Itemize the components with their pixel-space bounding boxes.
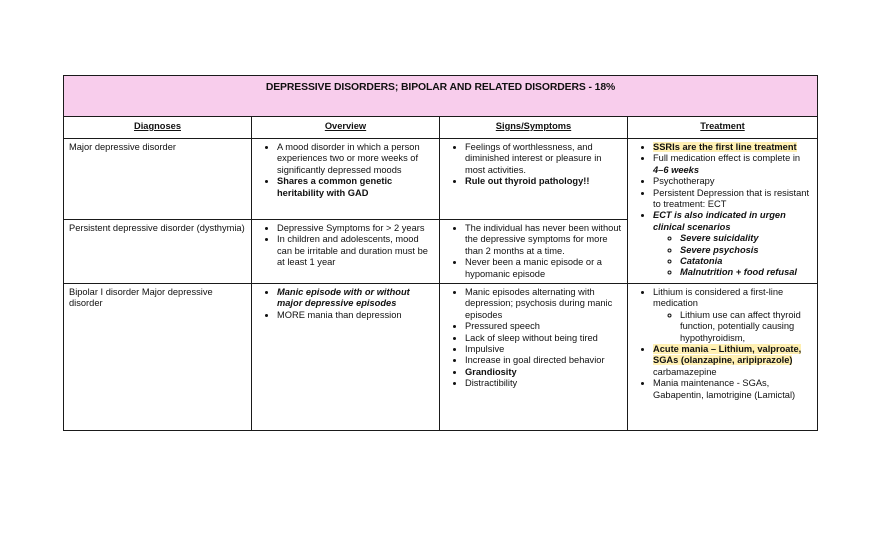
signs-cell <box>440 220 628 284</box>
document-page <box>63 75 817 431</box>
highlighted-text: Acute mania – Lithium, valproate, SGAs (olanzapine, aripiprazole) <box>653 344 802 366</box>
list-item: • ECT is also indicated in urgen clinical scenarios ◦ Severe suicidality ◦ Severe psychosis ◦ Catatonia ◦ Malnutrition + food refusal <box>653 210 812 278</box>
list-item: • Increase in goal directed behavior <box>465 355 622 366</box>
list-item: • Distractibility <box>465 378 622 389</box>
overview-cell <box>252 284 440 431</box>
list-item: • Mania maintenance - SGAs, Gabapentin, lamotrigine (Lamictal) <box>653 378 812 401</box>
list-item: • Acute mania – Lithium, valproate, SGAs (olanzapine, aripiprazole) carbamazepine <box>653 344 812 378</box>
treatment-cell <box>628 139 818 284</box>
list-item: • Lithium is considered a first-line medication ◦ Lithium use can affect thyroid function, potentially causing hypothyroidism, <box>653 287 812 344</box>
list-item: • A mood disorder in which a person experiences two or more weeks of significantly depressed moods <box>277 142 434 176</box>
list-item: • Pressured speech <box>465 321 622 332</box>
sub-list-item: ◦ Severe suicidality <box>680 233 812 244</box>
sub-list-item: ◦ Malnutrition + food refusal <box>680 267 812 278</box>
list-item: • The individual has never been without the depressive symptoms for more than 2 months at a time. <box>465 223 622 257</box>
diagnosis-cell: Major depressive disorder <box>64 139 252 220</box>
list-item: • Depressive Symptoms for > 2 years <box>277 223 434 234</box>
treatment-cell <box>628 284 818 431</box>
list-item: • Full medication effect is complete in 4–6 weeks <box>653 153 812 176</box>
list-item: • Persistent Depression that is resistant to treatment: ECT <box>653 188 812 211</box>
list-item: • Manic episode with or without major depressive episodes <box>277 287 434 310</box>
list-item: • MORE mania than depression <box>277 310 434 321</box>
disorders-table <box>63 75 818 431</box>
header-row <box>64 117 818 139</box>
list-item <box>653 142 812 153</box>
header-signs: Signs/Symptoms <box>440 117 628 139</box>
list-item: • Rule out thyroid pathology!! <box>465 176 622 187</box>
table-title: DEPRESSIVE DISORDERS; BIPOLAR AND RELATED DISORDERS - 18% <box>64 76 818 117</box>
list-item: • Impulsive <box>465 344 622 355</box>
table-row <box>64 284 818 431</box>
sub-list-item: ◦ Severe psychosis <box>680 245 812 256</box>
signs-cell <box>440 284 628 431</box>
header-treatment: Treatment <box>628 117 818 139</box>
list-item: • Never been a manic episode or a hypomanic episode <box>465 257 622 280</box>
list-item: • Lack of sleep without being tired <box>465 333 622 344</box>
list-item: • Psychotherapy <box>653 176 812 187</box>
highlighted-text: SSRIs are the first line treatment <box>653 142 797 152</box>
header-overview: Overview <box>252 117 440 139</box>
list-item: • Shares a common genetic heritability with GAD <box>277 176 434 199</box>
signs-cell <box>440 139 628 220</box>
diagnosis-cell: Persistent depressive disorder (dysthymia) <box>64 220 252 284</box>
sub-list-item: ◦ Catatonia <box>680 256 812 267</box>
list-item: • In children and adolescents, mood can be irritable and duration must be at least 1 year <box>277 234 434 268</box>
list-item: • Grandiosity <box>465 367 622 378</box>
diagnosis-cell: Bipolar I disorder Major depressive disorder <box>64 284 252 431</box>
list-item: • Feelings of worthlessness, and diminished interest or pleasure in most activities. <box>465 142 622 176</box>
list-item: • Manic episodes alternating with depression; psychosis during manic episodes <box>465 287 622 321</box>
overview-cell <box>252 139 440 220</box>
table-row <box>64 139 818 220</box>
overview-cell <box>252 220 440 284</box>
sub-list-item: ◦ Lithium use can affect thyroid function, potentially causing hypothyroidism, <box>680 310 812 344</box>
header-diagnoses: Diagnoses <box>64 117 252 139</box>
